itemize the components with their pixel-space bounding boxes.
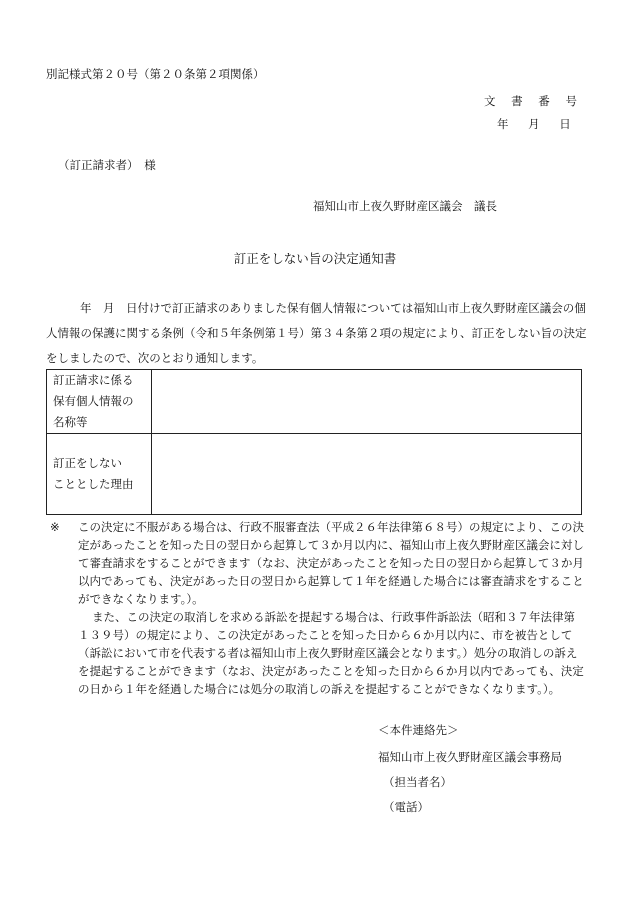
table-row-label — [47, 370, 152, 434]
form-number: 別記様式第２０号（第２０条第２項関係） — [46, 67, 265, 81]
info-table — [46, 369, 582, 515]
note-text-2: また、この決定の取消しを求める訴訟を提起する場合は、行政事件訴訟法（昭和３７年法律第１３９号）の規定により、この決定があったことを知った日から６か月以内に、市を被告として（訴訟において市を代表する者は福知山市上夜久野財産区議会となります。）処分の取消しの訴えを提起することができます（なお、決定があったことを知った日から６か月以内であっても、決定の日から１年を経過した場合には処分の取消しの訴えを提起することができなくなります。）。 — [78, 610, 584, 696]
note-paragraph-1 — [52, 518, 584, 608]
reason-label: 訂正をしない こととした理由 — [53, 456, 134, 491]
contact-organization: 福知山市上夜久野財産区議会事務局 — [378, 750, 562, 764]
document-date-label: 年 月 日 — [497, 117, 571, 131]
document-number-label: 文 書 番 号 — [484, 94, 583, 108]
contact-person: （担当者名） — [383, 775, 452, 789]
note-text-1: この決定に不服がある場合は、行政不服審査法（平成２６年法律第６８号）の規定により、この決定があったことを知った日の翌日から起算して３か月以内に、福知山市上夜久野財産区議会に対して審査請求をすることができます（なお、決定があったことを知った日の翌日から起算して３か月以内であっても、決定があった日の翌日から起算して１年を経過した場合には審査請求をすることができなくなります。）。 — [78, 520, 584, 606]
info-name-label: 訂正請求に係る 保有個人情報の 名称等 — [53, 373, 134, 429]
contact-phone: （電話） — [383, 800, 429, 814]
table-row — [47, 434, 582, 515]
contact-heading: ＜本件連絡先＞ — [378, 723, 459, 737]
sender: 福知山市上夜久野財産区議会 議長 — [313, 199, 497, 213]
table-row — [47, 370, 582, 434]
table-row-label — [47, 434, 152, 515]
document-title: 訂正をしない旨の決定通知書 — [233, 251, 397, 266]
addressee: （訂正請求者） 様 — [58, 158, 156, 172]
body-paragraph: 年 月 日付けで訂正請求のありました保有個人情報については福知山市上夜久野財産区議会の個人情報の保護に関する条例（令和５年条例第１号）第３４条第２項の規定により、訂正をしない旨の決定をしましたので、次のとおり通知します。 — [46, 301, 587, 365]
appeal-note — [52, 518, 584, 698]
note-mark-icon: ※ — [50, 520, 60, 534]
info-name-value — [152, 370, 582, 434]
note-paragraph-2 — [52, 608, 584, 698]
reason-value — [152, 434, 582, 515]
